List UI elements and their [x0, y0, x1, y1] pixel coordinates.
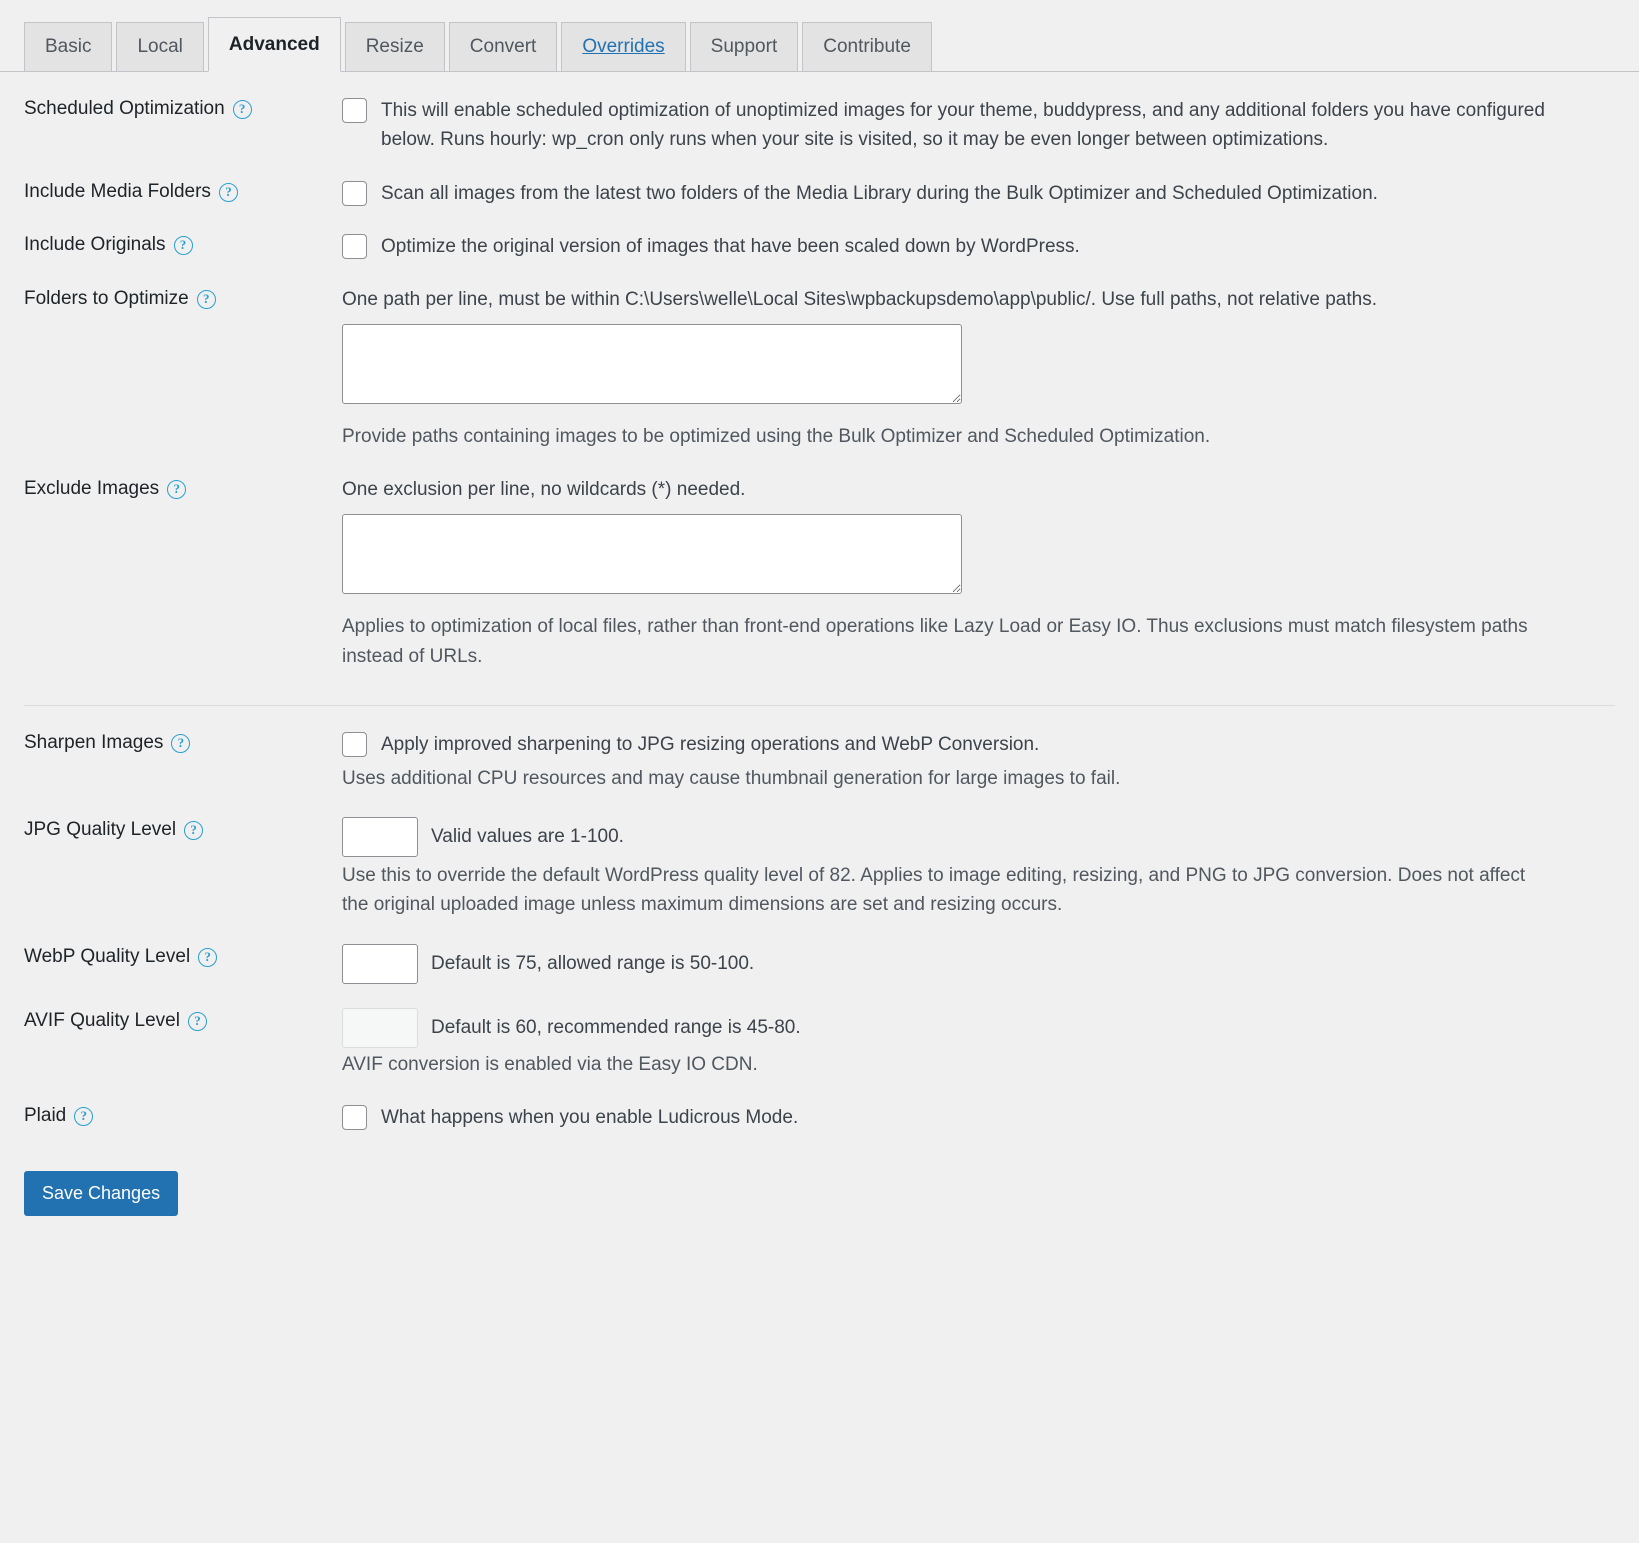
help-icon[interactable]: ? — [167, 480, 186, 499]
help-icon[interactable]: ? — [197, 290, 216, 309]
field-include-media-folders — [342, 177, 1615, 208]
field-jpg-quality-level — [342, 815, 1615, 920]
include-originals-checkbox[interactable] — [342, 234, 367, 259]
field-avif-quality-level — [342, 1006, 1615, 1079]
label-text: Plaid — [24, 1105, 67, 1127]
folders-to-optimize-textarea[interactable] — [342, 324, 962, 404]
folders-to-optimize-description: Provide paths containing images to be optimized using the Bulk Optimizer and Scheduled Optimization. — [342, 426, 1211, 448]
tab-basic[interactable]: Basic — [24, 22, 112, 72]
field-include-originals — [342, 230, 1615, 261]
row-webp-quality-level — [24, 920, 1615, 984]
jpg-quality-input[interactable] — [342, 817, 418, 857]
save-changes-button[interactable]: Save Changes — [24, 1171, 178, 1216]
jpg-quality-hint: Valid values are 1-100. — [431, 825, 624, 847]
help-icon[interactable]: ? — [233, 100, 252, 119]
label-webp-quality-level — [24, 942, 342, 968]
avif-quality-hint: Default is 60, recommended range is 45-80. — [431, 1016, 801, 1038]
field-exclude-images — [342, 474, 1615, 671]
label-text: Include Originals — [24, 234, 166, 256]
help-icon[interactable]: ? — [74, 1107, 93, 1126]
avif-quality-input — [342, 1008, 418, 1048]
help-icon[interactable]: ? — [171, 734, 190, 753]
avif-quality-note: AVIF conversion is enabled via the Easy IO CDN. — [342, 1053, 758, 1075]
label-text: WebP Quality Level — [24, 945, 191, 967]
webp-quality-hint: Default is 75, allowed range is 50-100. — [431, 952, 755, 974]
help-icon[interactable]: ? — [219, 183, 238, 202]
row-avif-quality-level — [24, 984, 1615, 1079]
help-icon[interactable]: ? — [188, 1012, 207, 1031]
checkbox-line — [342, 1103, 1615, 1132]
tab-convert[interactable]: Convert — [449, 22, 558, 72]
label-include-media-folders — [24, 177, 342, 203]
exclude-images-instructions: One exclusion per line, no wildcards (*) needed. — [342, 478, 746, 500]
folders-to-optimize-instructions: One path per line, must be within C:\Users\welle\Local Sites\wpbackupsdemo\app\public/. Use full paths, not relative paths. — [342, 288, 1377, 310]
checkbox-line — [342, 179, 1615, 208]
scheduled-optimization-description: This will enable scheduled optimization of unoptimized images for your theme, buddypress, and any additional folders you have configured below. Runs hourly: wp_cron only runs when your site is visited, so it may be even longer between optimizations. — [381, 100, 1545, 151]
save-section — [0, 1133, 1639, 1246]
label-text: Folders to Optimize — [24, 287, 189, 309]
jpg-quality-description: Use this to override the default WordPress quality level of 82. Applies to image editing, resizing, and PNG to JPG conversion. Does not affect the original uploaded image unless maximum dimensions are set and resizing occurs. — [342, 864, 1526, 916]
advanced-settings-form — [0, 72, 1639, 1133]
webp-quality-input[interactable] — [342, 944, 418, 984]
help-icon[interactable]: ? — [174, 236, 193, 255]
label-text: Scheduled Optimization — [24, 98, 225, 119]
row-include-originals — [24, 208, 1615, 261]
field-plaid — [342, 1101, 1615, 1132]
label-text: Sharpen Images — [24, 732, 164, 754]
label-include-originals — [24, 230, 342, 256]
label-scheduled-optimization — [24, 94, 342, 120]
row-plaid — [24, 1079, 1615, 1132]
tab-support[interactable]: Support — [690, 22, 799, 72]
row-scheduled-optimization — [24, 72, 1615, 155]
checkbox-line — [342, 730, 1615, 759]
include-media-folders-description: Scan all images from the latest two folders of the Media Library during the Bulk Optimizer and Scheduled Optimization. — [381, 182, 1378, 204]
checkbox-line — [342, 232, 1615, 261]
row-include-media-folders — [24, 155, 1615, 208]
settings-tab-bar — [0, 0, 1639, 72]
sharpen-images-note: Uses additional CPU resources and may cause thumbnail generation for large images to fail. — [342, 767, 1121, 789]
tab-overrides[interactable]: Overrides — [561, 22, 685, 72]
field-webp-quality-level — [342, 942, 1615, 984]
help-icon[interactable]: ? — [184, 821, 203, 840]
plaid-description: What happens when you enable Ludicrous Mode. — [381, 1107, 799, 1129]
label-jpg-quality-level — [24, 815, 342, 841]
sharpen-images-checkbox[interactable] — [342, 732, 367, 757]
field-sharpen-images — [342, 728, 1615, 793]
label-avif-quality-level — [24, 1006, 342, 1032]
avif-quality-input-line — [342, 1008, 1615, 1048]
row-sharpen-images — [24, 706, 1615, 793]
tab-local[interactable]: Local — [116, 22, 203, 72]
help-icon[interactable]: ? — [198, 948, 217, 967]
label-sharpen-images — [24, 728, 342, 754]
field-scheduled-optimization — [342, 94, 1615, 155]
tab-resize[interactable]: Resize — [345, 22, 445, 72]
label-folders-to-optimize — [24, 284, 342, 310]
label-text: Exclude Images — [24, 477, 160, 499]
include-originals-description: Optimize the original version of images that have been scaled down by WordPress. — [381, 236, 1080, 258]
webp-quality-input-line — [342, 944, 1615, 984]
row-jpg-quality-level — [24, 793, 1615, 920]
tab-contribute[interactable]: Contribute — [802, 22, 932, 72]
checkbox-line — [342, 96, 1615, 155]
label-text: AVIF Quality Level — [24, 1009, 180, 1031]
exclude-images-textarea[interactable] — [342, 514, 962, 594]
sharpen-images-description: Apply improved sharpening to JPG resizing operations and WebP Conversion. — [381, 734, 1040, 756]
label-text: Include Media Folders — [24, 180, 211, 202]
row-exclude-images — [24, 452, 1615, 671]
include-media-folders-checkbox[interactable] — [342, 181, 367, 206]
tab-advanced[interactable]: Advanced — [208, 17, 341, 72]
label-text: JPG Quality Level — [24, 818, 177, 840]
plaid-checkbox[interactable] — [342, 1105, 367, 1130]
label-plaid — [24, 1101, 342, 1127]
exclude-images-description: Applies to optimization of local files, rather than front-end operations like Lazy Load or Easy IO. Thus exclusions must match filesystem paths instead of URLs. — [342, 616, 1528, 667]
jpg-quality-input-line — [342, 817, 1615, 857]
label-exclude-images — [24, 474, 342, 500]
field-folders-to-optimize — [342, 284, 1615, 452]
scheduled-optimization-checkbox[interactable] — [342, 98, 367, 123]
row-folders-to-optimize — [24, 262, 1615, 452]
